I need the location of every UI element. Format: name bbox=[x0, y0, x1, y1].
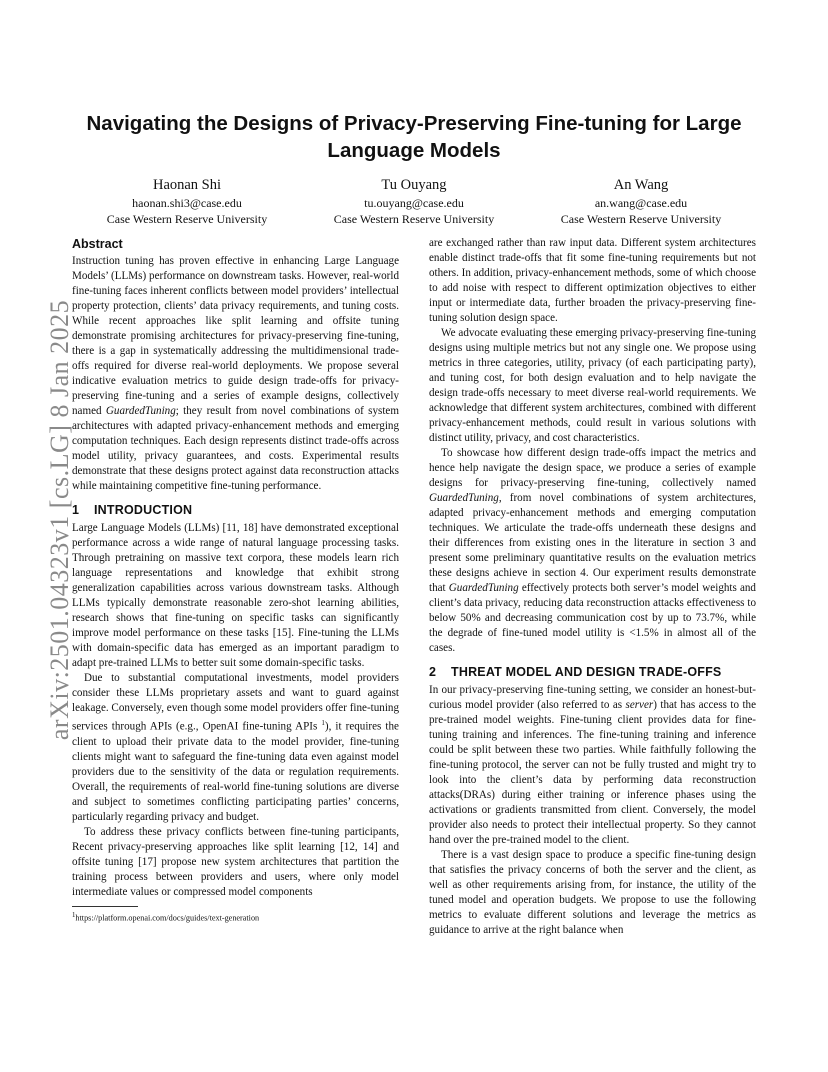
author-name: Haonan Shi bbox=[152, 177, 222, 193]
paragraph-part: In our privacy-preserving fine-tuning setting, we consider an honest-but-curious model provider (also referred to as bbox=[429, 684, 756, 711]
author-name: Tu Ouyang bbox=[381, 177, 447, 193]
author-affiliation: Case Western Reserve University bbox=[106, 212, 268, 226]
author-email: tu.ouyang@case.edu bbox=[364, 196, 464, 210]
footnote bbox=[72, 910, 399, 924]
left-column bbox=[72, 236, 399, 923]
author-email: haonan.shi3@case.edu bbox=[132, 196, 242, 210]
footnote-url: https://platform.openai.com/docs/guides/text-generation bbox=[75, 913, 260, 923]
paragraph: To address these privacy conflicts between fine-tuning participants, Recent privacy-preserving approaches like split learning [12, 14] and offsite tuning [17] propose new system architectures that partition the training process between providers and users, where only model intermediate values or compressed model components bbox=[72, 825, 399, 898]
author-2 bbox=[301, 176, 527, 227]
arxiv-identifier: arXiv:2501.04323v1 [cs.LG] 8 Jan 2025 bbox=[45, 299, 74, 741]
paper-title: Navigating the Designs of Privacy-Preserving Fine-tuning for Large Language Models bbox=[86, 112, 742, 162]
section-heading-introduction bbox=[72, 502, 399, 518]
author-affiliation: Case Western Reserve University bbox=[333, 212, 495, 226]
paragraph-part: effectively protects both server’s model weights and client’s data privacy, reducing data reconstruction attacks effectiveness to below 50% and decreasing communication cost by up to 73.7%, while the degrade of fine-tuned model utility is <1.5% in almost all of the cases. bbox=[429, 582, 756, 654]
paragraph-part: ) that has access to the pre-trained model weights. Fine-tuning client provides data for fine-tuning training and inferences. The fine-tuning training and inference could be split between these two parties. While faithfully following the fine-tuning protocol, the server can not be fully trusted and might try to look into the client’s data by performing data reconstruction attacks(DRAs) during either training or inference phases using the activations or gradients transmitted from client. Conversely, the model provider also needs to protect their intellectual property. So they cannot hand over the pre-trained model to the client. bbox=[429, 699, 756, 846]
abstract-text-part: Instruction tuning has proven effective in enhancing Large Language Models’ (LLMs) performance on downstream tasks. However, real-world fine-tuning faces inherent conflicts between model providers’ intellectual property protection, clients’ data privacy requirements, and tuning costs. While recent approaches like split learning and offsite tuning demonstrate promising architectures for privacy-preserving fine-tuning, there is a gap in systematically addressing the multidimensional trade-offs required for diverse real-world deployments. We propose several indicative evaluation metrics to guide design trade-offs for privacy-preserving fine-tuning and a series of example designs, collectively named bbox=[72, 255, 399, 417]
author-3 bbox=[528, 176, 754, 227]
abstract-heading: Abstract bbox=[72, 237, 123, 251]
author-email: an.wang@case.edu bbox=[594, 196, 688, 210]
paragraph-emphasis: GuardedTuning bbox=[429, 492, 499, 504]
footnote-mark: 1 bbox=[321, 719, 325, 727]
section-heading-threat-model bbox=[429, 664, 756, 680]
paragraph-part: , from novel combinations of system architectures, adapted privacy-enhancement methods and emerging computation techniques. We articulate the trade-offs underneath these designs and their differences from existing ones in the literature in section 3 and present some preliminary quantitative results on the evaluation metrics these designs achieve in section 4. Our experiment results demonstrate that bbox=[429, 492, 756, 594]
section-title: THREAT MODEL AND DESIGN TRADE-OFFS bbox=[451, 665, 722, 679]
abstract-text-part: ; they result from novel combinations of system architectures with adapted privacy-enhancement methods and emerging computation techniques. Each design represents distinct trade-offs across model utility, privacy guarantees, and costs. Experimental results demonstrate that these designs protect against data reconstruction attacks while maintaining competitive fine-tuning performance. bbox=[72, 405, 399, 492]
paragraph-part: To showcase how different design trade-offs impact the metrics and hence help navigate the design space, we produce a series of example designs for privacy-preserving fine-tuning, collectively named bbox=[429, 447, 756, 489]
abstract-emphasis: GuardedTuning bbox=[105, 405, 176, 417]
footnote-number: 1 bbox=[72, 911, 76, 919]
section-number: 2 bbox=[429, 665, 437, 679]
paragraph bbox=[429, 683, 756, 848]
paragraph-emphasis: GuardedTuning bbox=[448, 582, 519, 594]
author-block bbox=[74, 176, 754, 227]
paragraph bbox=[429, 446, 756, 656]
paragraph-emphasis: server bbox=[625, 699, 654, 711]
author-name: An Wang bbox=[613, 177, 669, 193]
section-title: INTRODUCTION bbox=[94, 503, 193, 517]
abstract-text bbox=[72, 254, 399, 494]
paragraph-part: ), it requires the client to upload their private data to the model provider, fine-tuning clients might want to safeguard the fine-tuning data even against model providers due to the sensitivity of the data or regulation requirements. Overall, the requirements of real-world fine-tuning solutions are diverse and subject to sometimes conflicting participating parties’ concerns, particularly regarding privacy and budget. bbox=[72, 720, 399, 823]
paragraph bbox=[72, 671, 399, 825]
author-1 bbox=[74, 176, 300, 227]
paragraph: Large Language Models (LLMs) [11, 18] have demonstrated exceptional performance across a wide range of natural language processing tasks. Through pretraining on massive text corpora, these models learn rich language representations and knowledge that exhibit strong generalization capabilities across various downstream tasks. Although LLMs typically demonstrate reasonable zero-shot learning abilities, research shows that fine-tuning on specific tasks can significantly improve model performance on these tasks [15]. Fine-tuning the LLMs with domain-specific data has emerged as an important paradigm to adapt pre-trained LLMs to better suit some domain-specific tasks. bbox=[72, 522, 399, 669]
paragraph: We advocate evaluating these emerging privacy-preserving fine-tuning designs using multiple metrics but not any single one. We propose using metrics in three categories, utility, privacy (of each participating party), and tuning cost, for both design evaluation and to help navigate the design trade-offs necessary to meet diverse real-world requirements. We acknowledge that different system architectures, combined with different privacy-enhancement methods, could result in various solutions with distinct utility, privacy, and cost characteristics. bbox=[429, 327, 756, 444]
paragraph: are exchanged rather than raw input data. Different system architectures enable distinct trade-offs that fit some fine-tuning requirements but not others. In addition, privacy-enhancement methods, some of which choose to add noise with respect to different optimization objectives to either input or intermediate data, further broaden the privacy-preserving fine-tuning solution design space. bbox=[429, 237, 756, 324]
paragraph-part: Due to substantial computational investments, model providers consider these LLMs proprietary assets and want to guard against leakage. Conversely, even though some model providers offer fine-tuning services through APIs (e.g., OpenAI fine-tuning APIs bbox=[72, 672, 399, 733]
arxiv-sidebar bbox=[18, 290, 74, 750]
right-column bbox=[429, 236, 756, 938]
section-number: 1 bbox=[72, 503, 80, 517]
footnote-divider bbox=[72, 906, 138, 907]
paragraph: There is a vast design space to produce a specific fine-tuning design that satisfies the privacy concerns of both the server and the client, as well as other requirements arising from, for instance, the utility of the tuned model and operation budgets. We propose to use the following metrics to evaluate different solutions and leverage the metrics as guidance to arrive at the right balance when bbox=[429, 849, 756, 936]
author-affiliation: Case Western Reserve University bbox=[560, 212, 722, 226]
